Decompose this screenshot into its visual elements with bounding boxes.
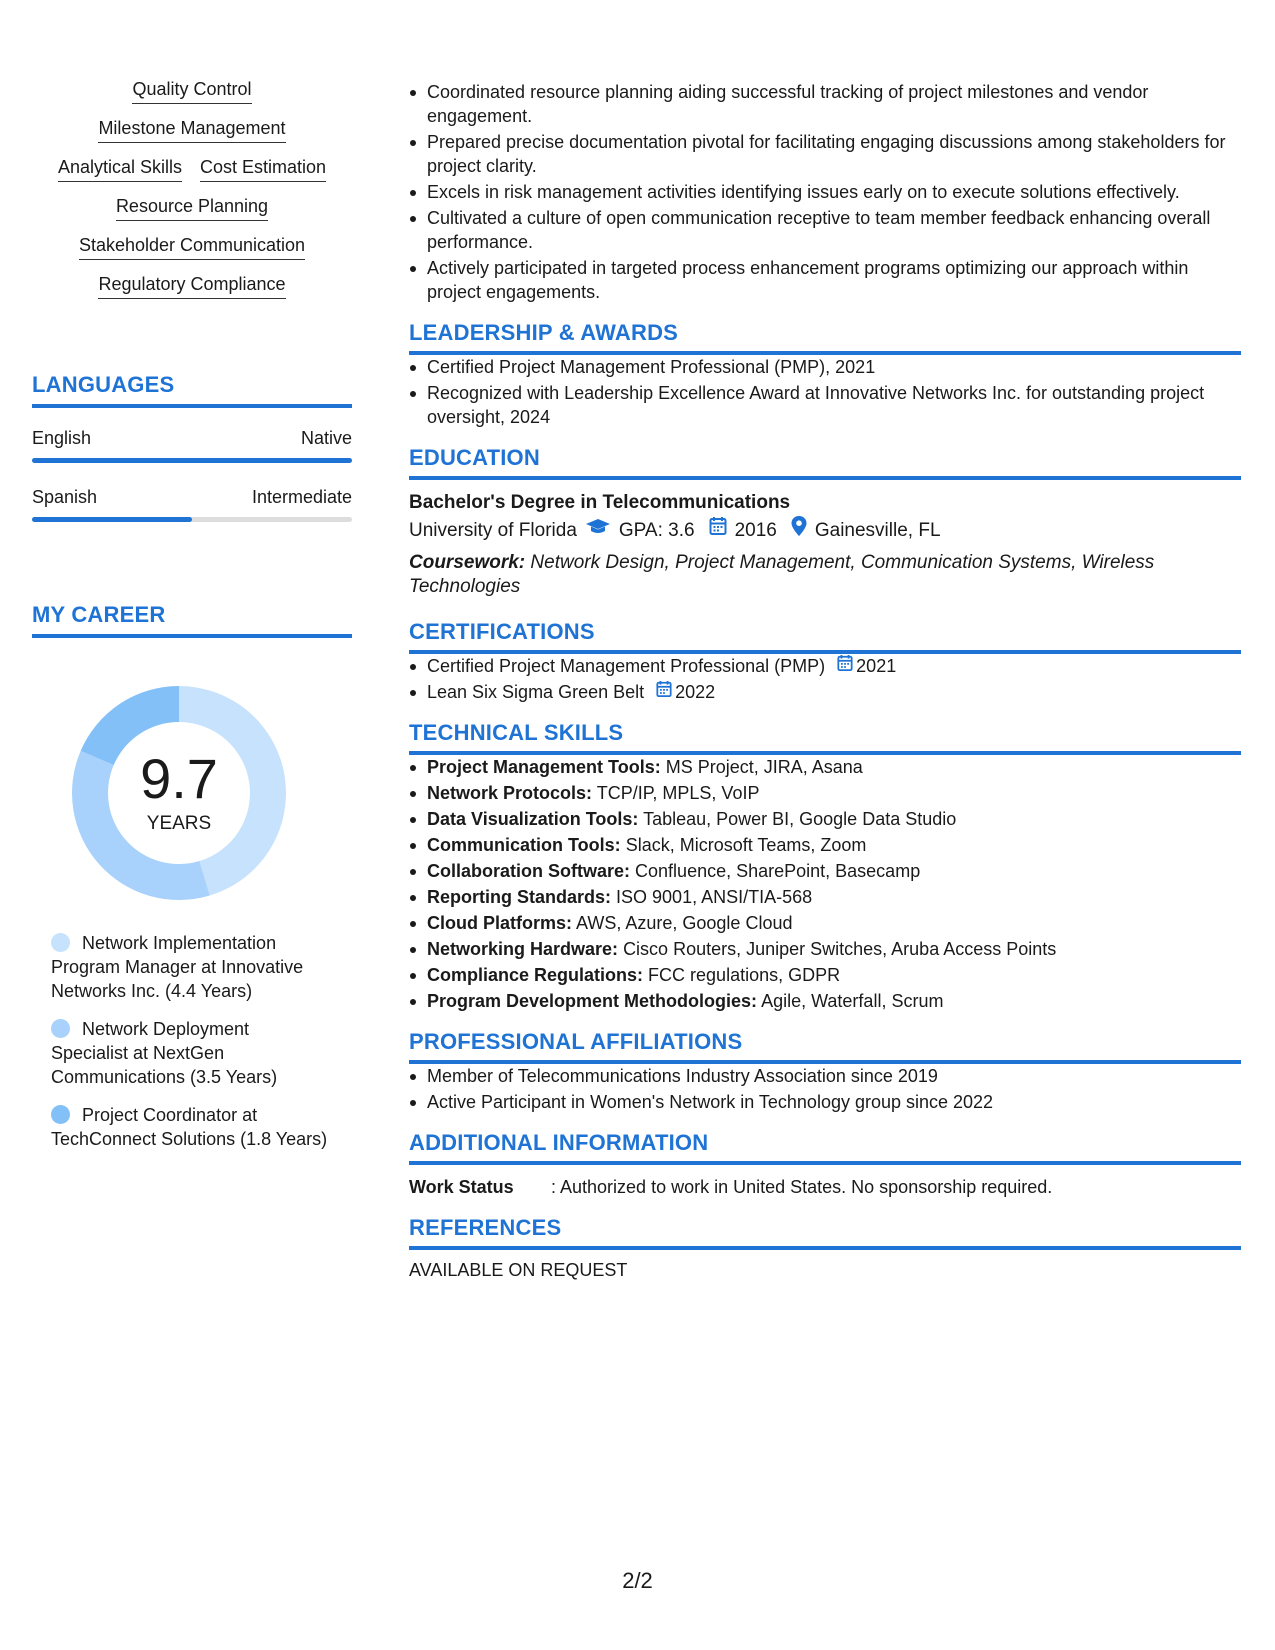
- legend-text: Network Deployment Specialist at NextGen Communications (3.5 Years): [51, 1019, 278, 1087]
- tech-skill-value: Agile, Waterfall, Scrum: [761, 991, 944, 1011]
- skill-tag-stakeholder-communication: Stakeholder Communication: [79, 234, 305, 260]
- career-legend: [32, 931, 352, 1151]
- certification-name: Certified Project Management Professional (PMP): [427, 656, 826, 676]
- coursework-text: Network Design, Project Management, Communication Systems, Wireless Technologies: [409, 552, 1155, 597]
- tech-skill-value: Cisco Routers, Juniper Switches, Aruba Access Points: [623, 939, 1057, 959]
- tech-skill-item: [427, 755, 1241, 779]
- experience-bullet: Actively participated in targeted process enhancement programs optimizing our approach within project engagements.: [427, 256, 1241, 304]
- tech-skill-value: FCC regulations, GDPR: [648, 965, 841, 985]
- calendar-icon: [837, 654, 853, 678]
- tech-skill-item: [427, 781, 1241, 805]
- education-details: [409, 516, 1241, 545]
- certification-item: [427, 654, 1241, 678]
- legend-text: Project Coordinator at TechConnect Solutions (1.8 Years): [51, 1105, 328, 1149]
- tech-skill-item: [427, 911, 1241, 935]
- language-bar-fill: [32, 458, 352, 463]
- leadership-section: [409, 320, 1241, 429]
- career-chart: [32, 678, 352, 898]
- skill-tag-analytical-skills: Analytical Skills: [58, 156, 182, 182]
- career-legend-item: [51, 931, 331, 1003]
- right-column: [409, 80, 1241, 1281]
- additional-info-section: [409, 1130, 1241, 1199]
- languages-title: LANGUAGES: [32, 372, 352, 408]
- graduation-cap-icon: [585, 517, 611, 545]
- career-legend-item: [51, 1017, 331, 1089]
- certifications-title: CERTIFICATIONS: [409, 619, 1241, 654]
- technical-skills-section: [409, 720, 1241, 1013]
- skill-tag-resource-planning: Resource Planning: [116, 195, 268, 221]
- language-name: Spanish: [32, 487, 98, 507]
- tech-skill-label: Project Management Tools:: [427, 757, 661, 777]
- technical-skills-title: TECHNICAL SKILLS: [409, 720, 1241, 755]
- leadership-title: LEADERSHIP & AWARDS: [409, 320, 1241, 355]
- affiliations-list: [409, 1064, 1241, 1114]
- tech-skill-value: Slack, Microsoft Teams, Zoom: [625, 835, 867, 855]
- career-section: [32, 602, 352, 1165]
- tech-skill-label: Communication Tools:: [427, 835, 621, 855]
- tech-skill-item: [427, 833, 1241, 857]
- career-unit: YEARS: [146, 813, 212, 834]
- tech-skill-label: Program Development Methodologies:: [427, 991, 758, 1011]
- tech-skill-value: AWS, Azure, Google Cloud: [576, 913, 793, 933]
- language-name: English: [32, 428, 92, 448]
- tech-skill-item: [427, 937, 1241, 961]
- education-location: Gainesville, FL: [814, 519, 941, 541]
- certification-item: [427, 680, 1241, 704]
- experience-bullets: [409, 80, 1241, 304]
- calendar-icon: [709, 516, 727, 545]
- language-bar-fill: [32, 517, 192, 522]
- education-title: EDUCATION: [409, 445, 1241, 480]
- references-title: REFERENCES: [409, 1215, 1241, 1250]
- skill-tag-cost-estimation: Cost Estimation: [200, 156, 326, 182]
- certifications-section: [409, 619, 1241, 704]
- degree: Bachelor's Degree in Telecommunications: [409, 492, 791, 513]
- legend-dot: [51, 933, 70, 952]
- tech-skill-value: Confluence, SharePoint, Basecamp: [635, 861, 921, 881]
- legend-text: Network Implementation Program Manager at Innovative Networks Inc. (4.4 Years): [51, 933, 304, 1001]
- career-legend-item: [51, 1103, 331, 1151]
- tech-skill-label: Reporting Standards:: [427, 887, 612, 907]
- tech-skill-label: Data Visualization Tools:: [427, 809, 639, 829]
- language-item: [32, 487, 352, 522]
- skill-tag-milestone-management: Milestone Management: [98, 117, 285, 143]
- language-level: Native: [300, 428, 352, 448]
- tech-skill-value: TCP/IP, MPLS, VoIP: [596, 783, 760, 803]
- certification-name: Lean Six Sigma Green Belt: [427, 682, 645, 702]
- tech-skill-label: Cloud Platforms:: [427, 913, 573, 933]
- affiliation-item: Member of Telecommunications Industry Association since 2019: [427, 1064, 1241, 1088]
- skill-tag-quality-control: Quality Control: [132, 78, 251, 104]
- language-item: [32, 428, 352, 463]
- education-section: [409, 445, 1241, 599]
- experience-bullet: Coordinated resource planning aiding successful tracking of project milestones and vendor engagement.: [427, 80, 1241, 128]
- experience-bullet: Excels in risk management activities identifying issues early on to execute solutions effectively.: [427, 180, 1241, 204]
- tech-skill-label: Compliance Regulations:: [427, 965, 644, 985]
- work-status-value: : Authorized to work in United States. No sponsorship required.: [551, 1177, 1053, 1197]
- experience-bullet: Cultivated a culture of open communication receptive to team member feedback enhancing overall performance.: [427, 206, 1241, 254]
- experience-bullet: Prepared precise documentation pivotal for facilitating engaging discussions among stakeholders for project clarity.: [427, 130, 1241, 178]
- tech-skill-item: [427, 859, 1241, 883]
- work-status-label: Work Status: [409, 1177, 514, 1197]
- legend-dot: [51, 1105, 70, 1124]
- tech-skill-value: MS Project, JIRA, Asana: [665, 757, 863, 777]
- tech-skill-item: [427, 989, 1241, 1013]
- school: University of Florida: [409, 519, 577, 541]
- certification-year: 2022: [675, 682, 716, 702]
- affiliations-section: [409, 1029, 1241, 1114]
- coursework-label: Coursework:: [409, 552, 526, 573]
- affiliation-item: Active Participant in Women's Network in Technology group since 2022: [427, 1090, 1241, 1114]
- certifications-list: [409, 654, 1241, 704]
- affiliations-title: PROFESSIONAL AFFILIATIONS: [409, 1029, 1241, 1064]
- work-status-row: [409, 1175, 1241, 1199]
- tech-skill-label: Collaboration Software:: [427, 861, 631, 881]
- language-bar: [32, 517, 352, 522]
- calendar-icon: [656, 680, 672, 704]
- tech-skill-label: Networking Hardware:: [427, 939, 619, 959]
- gpa: GPA: 3.6: [618, 519, 695, 541]
- languages-section: [32, 372, 352, 522]
- leadership-item: Certified Project Management Professional (PMP), 2021: [427, 355, 1241, 379]
- career-title: MY CAREER: [32, 602, 352, 638]
- language-bar: [32, 458, 352, 463]
- career-center: [64, 678, 294, 908]
- page-number: 2/2: [622, 1568, 653, 1593]
- legend-dot: [51, 1019, 70, 1038]
- language-level: Intermediate: [251, 487, 352, 507]
- graduation-year: 2016: [734, 519, 777, 541]
- tech-skill-value: Tableau, Power BI, Google Data Studio: [643, 809, 957, 829]
- coursework: [409, 551, 1241, 599]
- certification-year: 2021: [856, 656, 897, 676]
- technical-skills-list: [409, 755, 1241, 1013]
- additional-info-title: ADDITIONAL INFORMATION: [409, 1130, 1241, 1165]
- career-total: 9.7: [140, 747, 218, 810]
- references-text: AVAILABLE ON REQUEST: [409, 1260, 628, 1280]
- leadership-item: Recognized with Leadership Excellence Award at Innovative Networks Inc. for outstanding project oversight, 2024: [427, 381, 1241, 429]
- skill-tag-regulatory-compliance: Regulatory Compliance: [98, 273, 285, 299]
- tech-skill-item: [427, 885, 1241, 909]
- tech-skill-item: [427, 963, 1241, 987]
- tech-skill-item: [427, 807, 1241, 831]
- tech-skill-value: ISO 9001, ANSI/TIA-568: [616, 887, 813, 907]
- tech-skill-label: Network Protocols:: [427, 783, 593, 803]
- map-pin-icon: [791, 516, 807, 545]
- skills-section: [32, 78, 352, 299]
- leadership-list: [409, 355, 1241, 429]
- references-section: [409, 1215, 1241, 1281]
